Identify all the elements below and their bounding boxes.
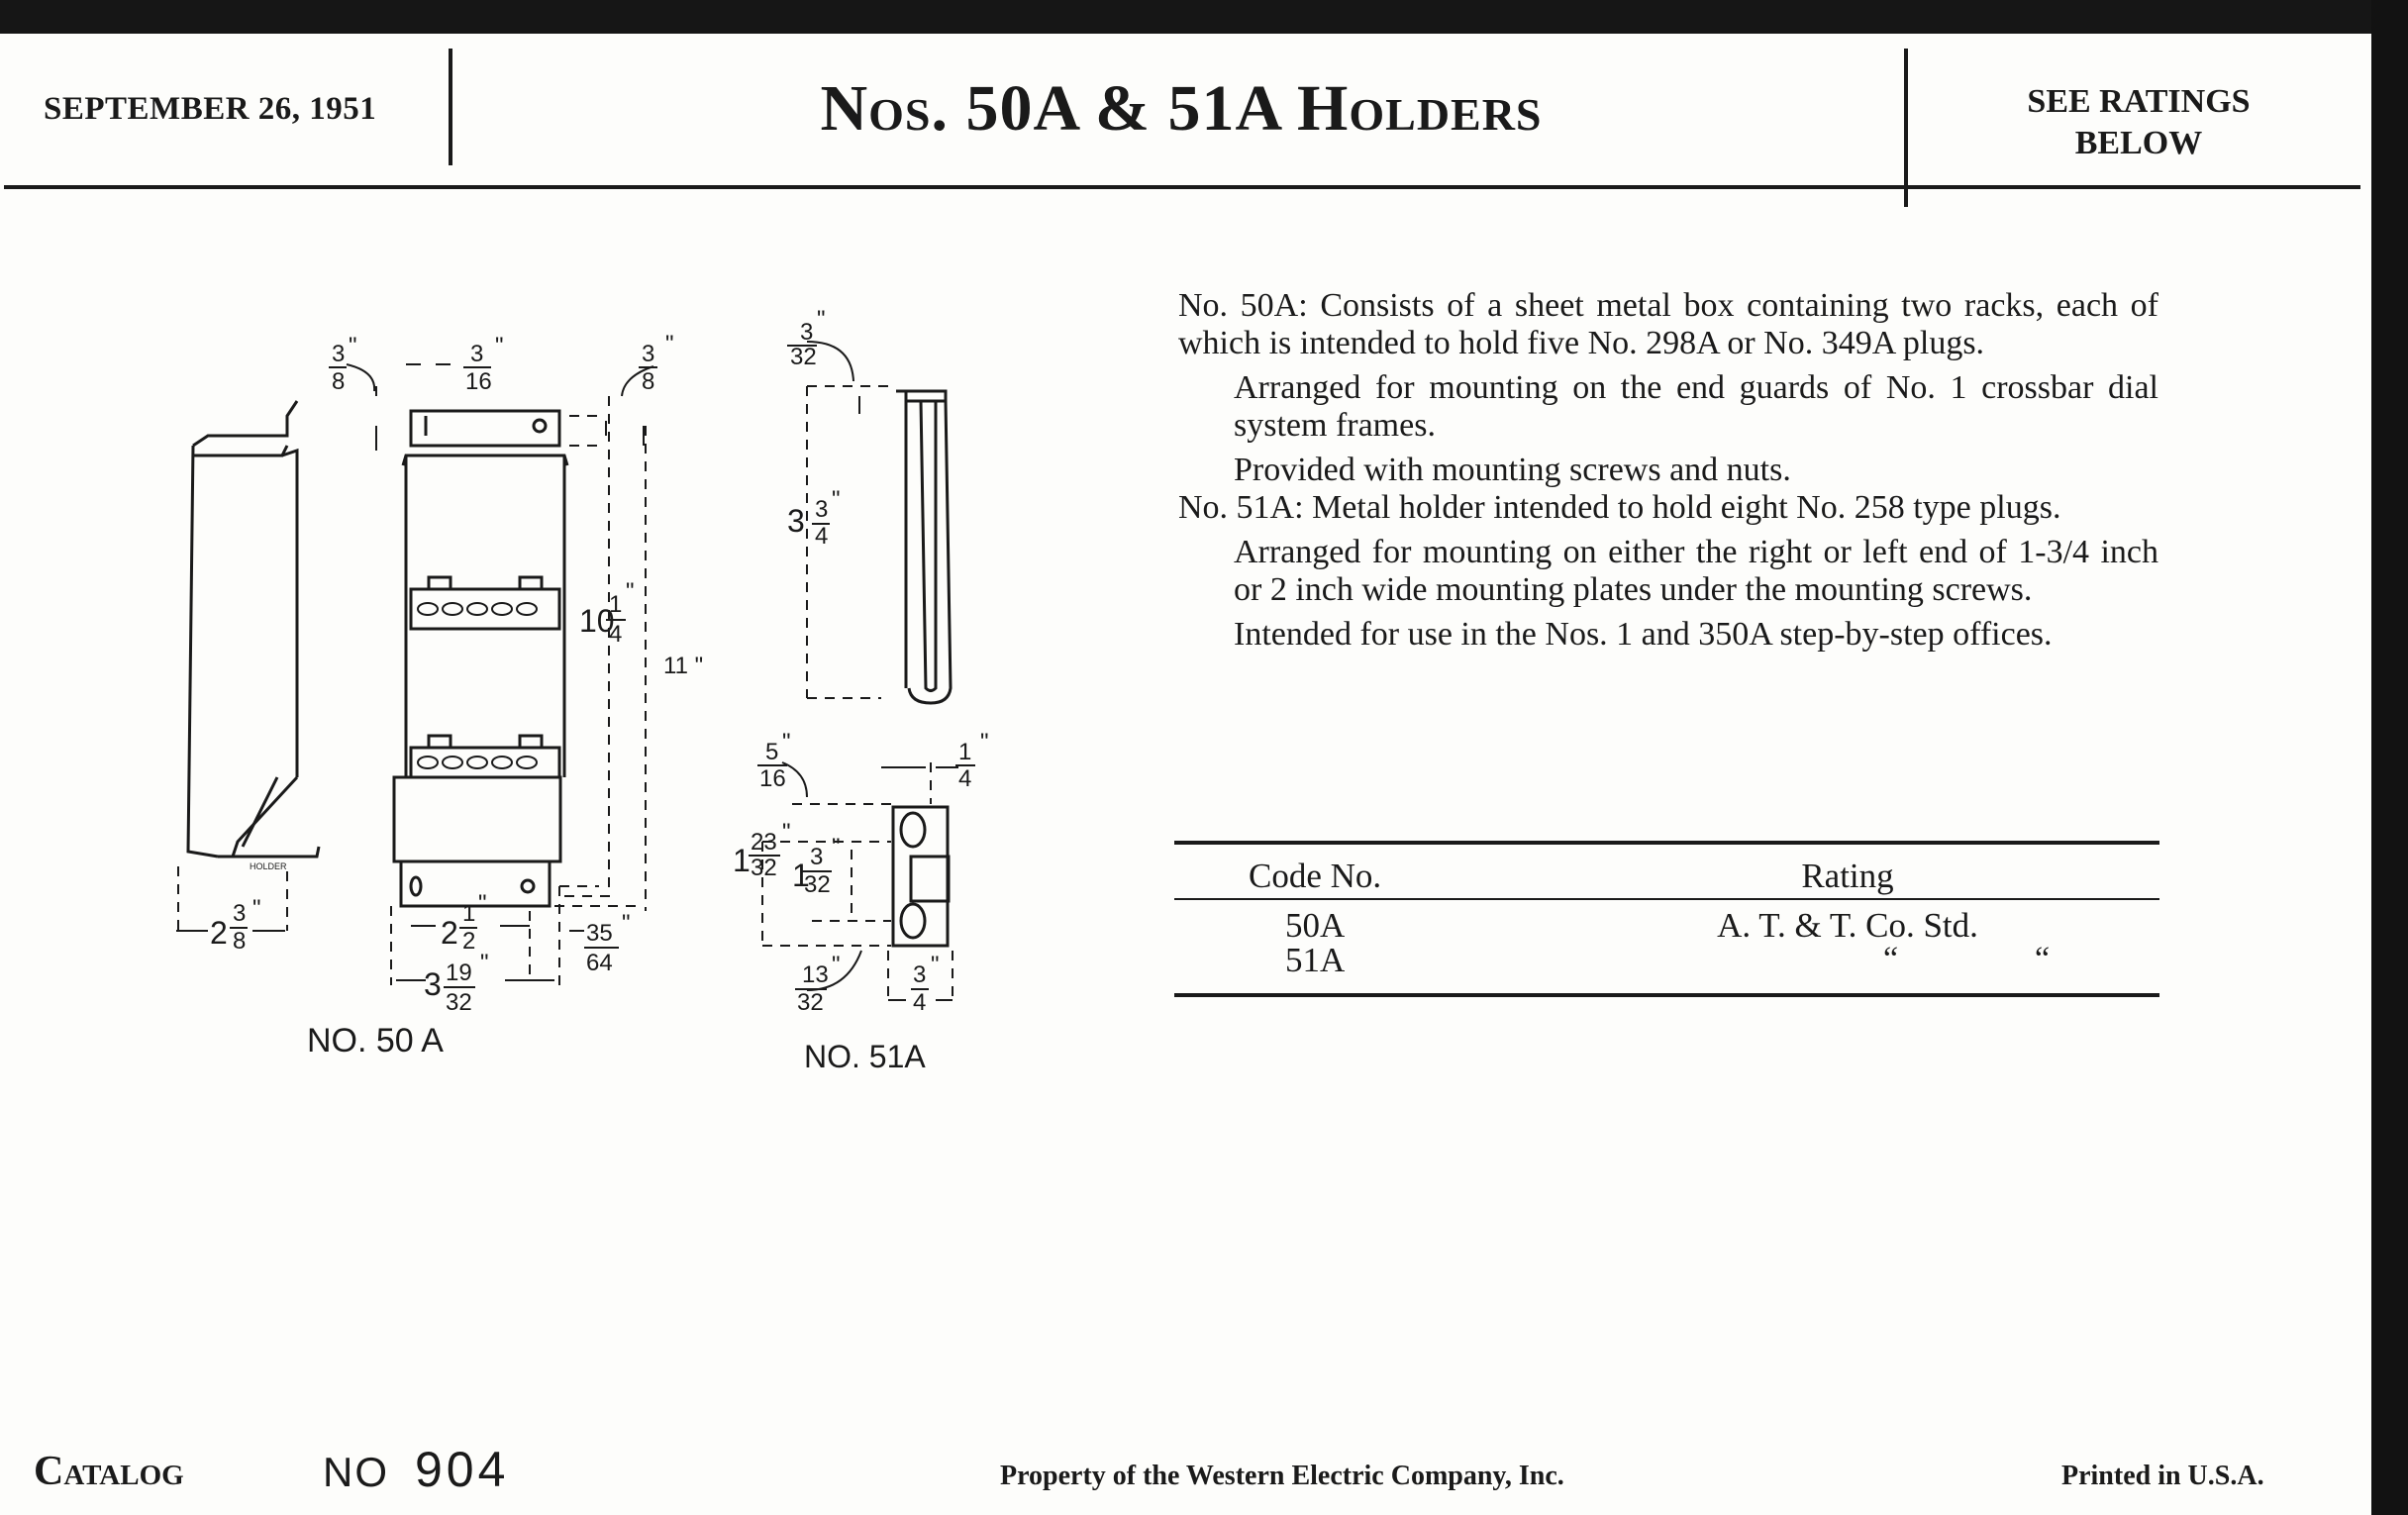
- dim-50a-d4-den: 4: [609, 621, 623, 648]
- table-bottom-rule: [1174, 993, 2159, 997]
- dim-51a-e4-den: 4: [958, 765, 972, 792]
- dim-50a-d1-unit: ": [349, 333, 357, 359]
- dim-50a-d6-unit: ": [252, 895, 261, 922]
- fig-50a-side-view: [188, 401, 319, 857]
- footer-no-label: NO: [323, 1449, 389, 1495]
- dim-50a-d4-num: 1: [609, 591, 623, 618]
- desc-50a-screws: Provided with mounting screws and nuts.: [1234, 452, 1791, 488]
- dim-51a-e5-den: 32: [751, 855, 777, 881]
- dim-51a-e7-den: 32: [797, 989, 824, 1016]
- desc-50a-text: Consists of a sheet metal box containing two racks, each of which is intended to hold five No. 298A or No. 349A plugs.: [1178, 287, 2158, 361]
- desc-51a-main: [1178, 489, 2158, 527]
- dim-50a-d1-den: 8: [332, 368, 346, 395]
- fig-50a-dimension-text: [210, 331, 703, 1060]
- desc-50a-main: [1178, 287, 2158, 361]
- row-code: 51A: [1285, 941, 1346, 979]
- dim-51a-e2-num: 3: [815, 496, 829, 523]
- fig-51a-side-view: [896, 391, 951, 703]
- dim-51a-e2-whole: 3: [787, 503, 805, 539]
- dim-51a-e1-unit: ": [817, 306, 826, 333]
- dim-51a-e3-num: 5: [765, 739, 779, 765]
- fig-51a-dimension-lines: [762, 386, 953, 1000]
- fig-51a-caption: NO. 51A: [804, 1039, 926, 1074]
- dim-51a-e3-unit: ": [782, 729, 791, 756]
- table-header-rating: Rating: [1801, 857, 1894, 895]
- fig-50a-fraction-bars: [230, 367, 657, 987]
- page-title: Nos. 50A & 51A Holders: [820, 72, 1543, 145]
- dim-50a-d2-unit: ": [495, 333, 504, 359]
- dim-51a-e7-num: 13: [802, 961, 829, 988]
- dim-51a-e1-num: 3: [800, 319, 814, 346]
- dim-50a-d5: 11 ": [663, 653, 704, 679]
- dim-50a-d7-unit: ": [478, 890, 487, 917]
- header-divider-right: [1904, 49, 1908, 207]
- dim-50a-d9-den: 32: [446, 989, 472, 1016]
- fig-50a-caption: NO. 50 A: [307, 1022, 444, 1060]
- dim-50a-d6-whole: 2: [210, 915, 228, 951]
- header-date: SEPTEMBER 26, 1951: [44, 91, 377, 127]
- header-note-line1: SEE RATINGS: [2027, 83, 2251, 120]
- dim-50a-d9-whole: 3: [424, 966, 442, 1002]
- technical-drawings: [0, 0, 1149, 1109]
- dim-50a-d8-unit: ": [622, 910, 631, 937]
- table-header-code: Code No.: [1249, 857, 1382, 895]
- dim-51a-e6-unit: ": [832, 834, 841, 860]
- row-rating-ditto-1: “: [1883, 941, 1899, 977]
- dim-50a-d7-den: 2: [462, 928, 476, 955]
- desc-51a-text: Metal holder intended to hold eight No. 258 type plugs.: [1303, 488, 2061, 526]
- dim-50a-d2-num: 3: [470, 341, 484, 367]
- footer-catalog-number: [323, 1441, 509, 1498]
- footer-printed-notice: Printed in U.S.A.: [2061, 1461, 2264, 1491]
- footer-property-notice: Property of the Western Electric Company, Inc.: [1000, 1461, 1564, 1491]
- fig-50a-dimension-lines: [178, 386, 646, 985]
- dim-50a-d8-den: 64: [586, 950, 613, 976]
- dim-50a-d4-unit: ": [626, 578, 635, 605]
- desc-51a-mounting: Arranged for mounting on either the right or left end of 1-3/4 inch or 2 inch wide mounting plates under the mounting screws.: [1234, 534, 2158, 608]
- row-code: 50A: [1285, 906, 1346, 945]
- dim-50a-d1-num: 3: [332, 341, 346, 367]
- desc-51a-use: Intended for use in the Nos. 1 and 350A step-by-step offices.: [1234, 616, 2053, 653]
- dim-50a-d9-unit: ": [480, 950, 489, 976]
- dim-51a-e3-den: 16: [759, 765, 786, 792]
- dim-51a-e6-whole: 1: [792, 858, 810, 893]
- footer-catalog: Catalog: [34, 1449, 184, 1494]
- description-block: [1178, 287, 2158, 654]
- right-scan-border: [2371, 0, 2408, 1515]
- dim-51a-e6-den: 32: [804, 871, 831, 898]
- dim-51a-e5-whole: 1: [733, 843, 751, 878]
- dim-50a-d8-num: 35: [586, 920, 613, 947]
- dim-51a-e5-unit: ": [782, 819, 791, 846]
- dim-50a-d4-whole: 10: [579, 603, 615, 639]
- dim-51a-e2-unit: ": [832, 486, 841, 513]
- row-rating: A. T. & T. Co. Std.: [1717, 906, 1978, 945]
- header-ratings-note: [1911, 81, 2366, 164]
- header-note-line2: BELOW: [2074, 125, 2203, 161]
- table-header-rule: [1174, 898, 2159, 900]
- table-top-rule: [1174, 841, 2159, 845]
- dim-51a-e8-den: 4: [913, 989, 927, 1016]
- dim-50a-d3-num: 3: [642, 341, 655, 367]
- row-rating-ditto-2: “: [2035, 941, 2051, 977]
- dim-51a-e4-num: 1: [958, 739, 972, 765]
- dim-50a-d6-den: 8: [233, 928, 247, 955]
- dim-50a-d7-num: 1: [462, 900, 476, 927]
- dim-51a-e2-den: 4: [815, 523, 829, 550]
- fig-51a-fraction-bars: [749, 346, 975, 989]
- desc-51a-label: No. 51A:: [1178, 488, 1304, 526]
- desc-50a-mounting: Arranged for mounting on the end guards of No. 1 crossbar dial system frames.: [1234, 369, 2158, 444]
- fig-50a-front-view: [394, 411, 567, 906]
- dim-51a-e5-num: 23: [751, 829, 777, 856]
- dim-51a-e6-num: 3: [810, 844, 824, 870]
- dim-50a-d2-den: 16: [465, 368, 492, 395]
- dim-50a-d6-num: 3: [233, 900, 247, 927]
- dim-50a-d7-whole: 2: [441, 915, 458, 951]
- footer-no-value: 904: [415, 1442, 510, 1497]
- dim-51a-e8-unit: ": [931, 952, 940, 978]
- dim-50a-d3-unit: ": [665, 331, 674, 357]
- dim-50a-d9-num: 19: [446, 960, 472, 986]
- dim-51a-e4-unit: ": [980, 729, 989, 756]
- dim-51a-e8-num: 3: [913, 961, 927, 988]
- dim-51a-e7-unit: ": [832, 952, 841, 978]
- dim-51a-e1-den: 32: [790, 344, 817, 370]
- holder-stamp-label: HOLDER: [250, 861, 287, 871]
- desc-50a-label: No. 50A:: [1178, 287, 1308, 324]
- dim-50a-d3-den: 8: [642, 368, 655, 395]
- fig-51a-front-view: [893, 807, 949, 946]
